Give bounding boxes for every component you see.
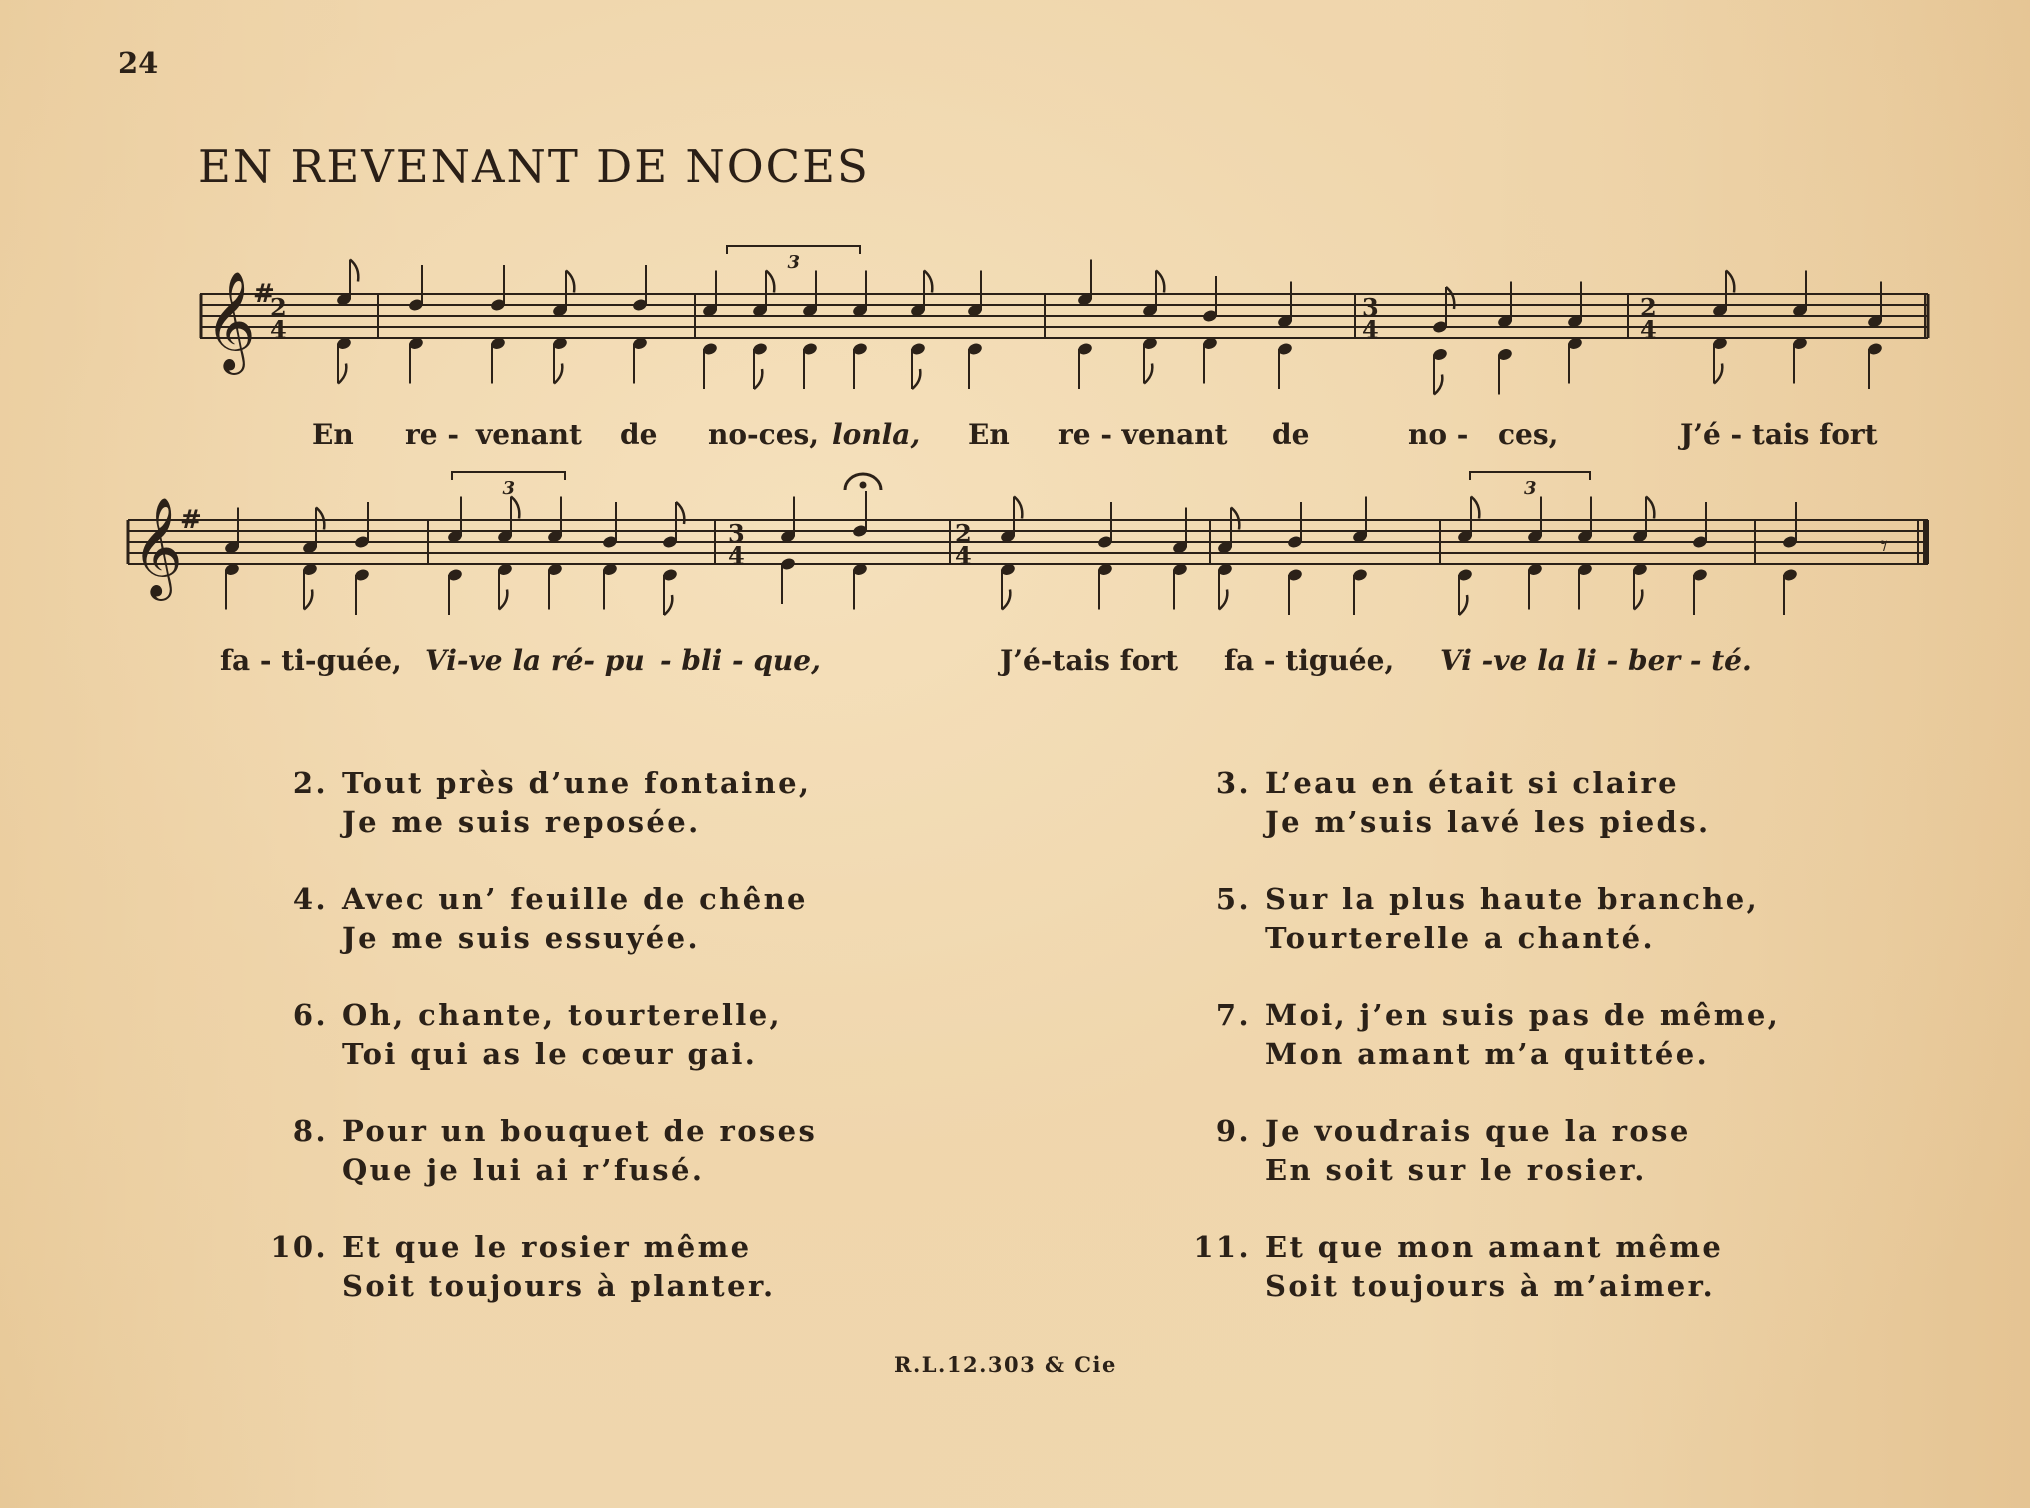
verse-5 [1215, 880, 1760, 958]
verse-number: 11. [1193, 1230, 1251, 1264]
note-flag [912, 369, 920, 389]
note-flag [554, 364, 562, 384]
time-signature-bottom: 4 [1640, 315, 1657, 344]
verse-number: 6. [292, 998, 328, 1032]
verse-line: Je me suis essuyée. [342, 921, 700, 955]
tuplet-number: 3 [1524, 478, 1537, 499]
note-flag [1231, 508, 1239, 530]
lyric-syllable: no-ces, [708, 418, 820, 451]
verse-line: Et que le rosier même [342, 1230, 752, 1264]
lyric-syllable: de [1272, 418, 1310, 451]
verse-line: Tourterelle a chanté. [1265, 921, 1655, 955]
note-flag [1646, 497, 1654, 519]
verse-11 [1193, 1228, 1724, 1306]
note-flag [499, 590, 507, 610]
note-flag [766, 271, 774, 293]
note-flag [924, 271, 932, 293]
verse-line: Moi, j’en suis pas de même, [1265, 998, 1781, 1032]
staff-system-1 [200, 246, 1928, 395]
lyric-syllable: ces, [1498, 418, 1559, 451]
note-flag [338, 364, 346, 384]
verse-number: 10. [270, 1230, 328, 1264]
note-flag [566, 271, 574, 293]
verse-7 [1215, 996, 1781, 1074]
note-flag [1634, 590, 1642, 610]
verse-number: 2. [292, 766, 328, 800]
verse-line: Soit toujours à planter. [342, 1269, 776, 1303]
lyric-syllable: fa - tiguée, [1224, 644, 1395, 677]
tuplet-number: 3 [502, 478, 516, 499]
verse-line: Avec un’ feuille de chêne [342, 882, 808, 916]
note-flag [350, 260, 358, 282]
lyric-syllable: - bli - que, [660, 644, 821, 677]
verse-2 [292, 764, 812, 842]
note-flag [304, 590, 312, 610]
note-flag [1471, 497, 1479, 519]
time-signature-bottom: 4 [270, 315, 287, 344]
verse-line: Tout près d’une fontaine, [342, 766, 812, 800]
note-flag [664, 595, 672, 615]
lyric-syllable: Vi-ve la ré- pu [425, 644, 645, 677]
lyric-syllable: En [312, 418, 354, 451]
lyric-syllable: venant [476, 418, 582, 451]
time-signature-top: 2 [1640, 293, 1657, 322]
key-signature-sharp: # [253, 279, 275, 309]
verse-6 [292, 996, 783, 1074]
time-signature-bottom: 4 [955, 541, 972, 570]
verse-4 [292, 880, 808, 958]
note-flag [1434, 375, 1442, 395]
verse-3 [1215, 764, 1711, 842]
lyric-syllable: no - [1408, 418, 1469, 451]
verse-number: 4. [292, 882, 328, 916]
publisher-code: R.L.12.303 & Cie [894, 1352, 1117, 1377]
verse-line: Que je lui ai r’fusé. [342, 1153, 705, 1187]
time-signature-bottom: 4 [1362, 315, 1379, 344]
verse-8 [292, 1112, 818, 1190]
note-flag [1726, 271, 1734, 293]
staff-system-2 [128, 472, 1928, 615]
verse-line: Oh, chante, tourterelle, [342, 998, 783, 1032]
note-flag [1144, 364, 1152, 384]
note-flag [1219, 590, 1227, 610]
verse-line: Toi qui as le cœur gai. [342, 1037, 758, 1071]
lyric-syllable: J’é - tais fort [1680, 418, 1878, 451]
page-number: 24 [118, 46, 159, 80]
verse-line: L’eau en était si claire [1265, 766, 1679, 800]
time-signature-top: 2 [955, 519, 972, 548]
treble-clef-icon: 𝄞 [205, 271, 256, 371]
verse-line: Pour un bouquet de roses [342, 1114, 818, 1148]
verse-number: 8. [292, 1114, 328, 1148]
verse-line: Mon amant m’a quittée. [1265, 1037, 1710, 1071]
verse-line: Sur la plus haute branche, [1265, 882, 1760, 916]
verse-line: Soit toujours à m’aimer. [1265, 1269, 1716, 1303]
tuplet-number: 3 [787, 252, 801, 273]
verse-number: 9. [1215, 1114, 1251, 1148]
verse-number: 5. [1215, 882, 1251, 916]
song-title: EN REVENANT DE NOCES [198, 140, 870, 193]
lyric-syllable: re - venant [1058, 418, 1228, 451]
lyric-syllable: re - [405, 418, 459, 451]
verse-line: Je me suis reposée. [342, 805, 701, 839]
note-flag [754, 369, 762, 389]
time-signature-top: 3 [728, 519, 745, 548]
fermata-dot [860, 482, 867, 489]
time-signature-bottom: 4 [728, 541, 745, 570]
lyric-syllable: fa - ti-guée, [220, 644, 402, 677]
verse-number: 7. [1215, 998, 1251, 1032]
lyric-syllable: En [968, 418, 1010, 451]
note-flag [1002, 590, 1010, 610]
verse-line: Je voudrais que la rose [1265, 1114, 1691, 1148]
note-flag [1459, 595, 1467, 615]
note-flag [1014, 497, 1022, 519]
verse-10 [270, 1228, 776, 1306]
lyric-syllable: lonla, [832, 418, 921, 451]
verse-9 [1215, 1112, 1691, 1190]
verse-line: Je m’suis lavé les pieds. [1265, 805, 1711, 839]
lyric-syllable: Vi -ve la li - ber - té. [1440, 644, 1752, 677]
verse-number: 3. [1215, 766, 1251, 800]
treble-clef-icon: 𝄞 [132, 497, 183, 597]
time-signature-top: 3 [1362, 293, 1379, 322]
note-flag [511, 497, 519, 519]
verse-line: Et que mon amant même [1265, 1230, 1724, 1264]
lyric-syllable: J’é-tais fort [1000, 644, 1179, 677]
lyric-syllable: de [620, 418, 658, 451]
note-flag [316, 508, 324, 530]
key-signature-sharp: # [180, 505, 202, 535]
time-signature-top: 2 [270, 293, 287, 322]
note-flag [1714, 364, 1722, 384]
note-flag [1156, 271, 1164, 293]
eighth-rest-icon: 𝄾 [1880, 529, 1888, 564]
verse-line: En soit sur le rosier. [1265, 1153, 1647, 1187]
